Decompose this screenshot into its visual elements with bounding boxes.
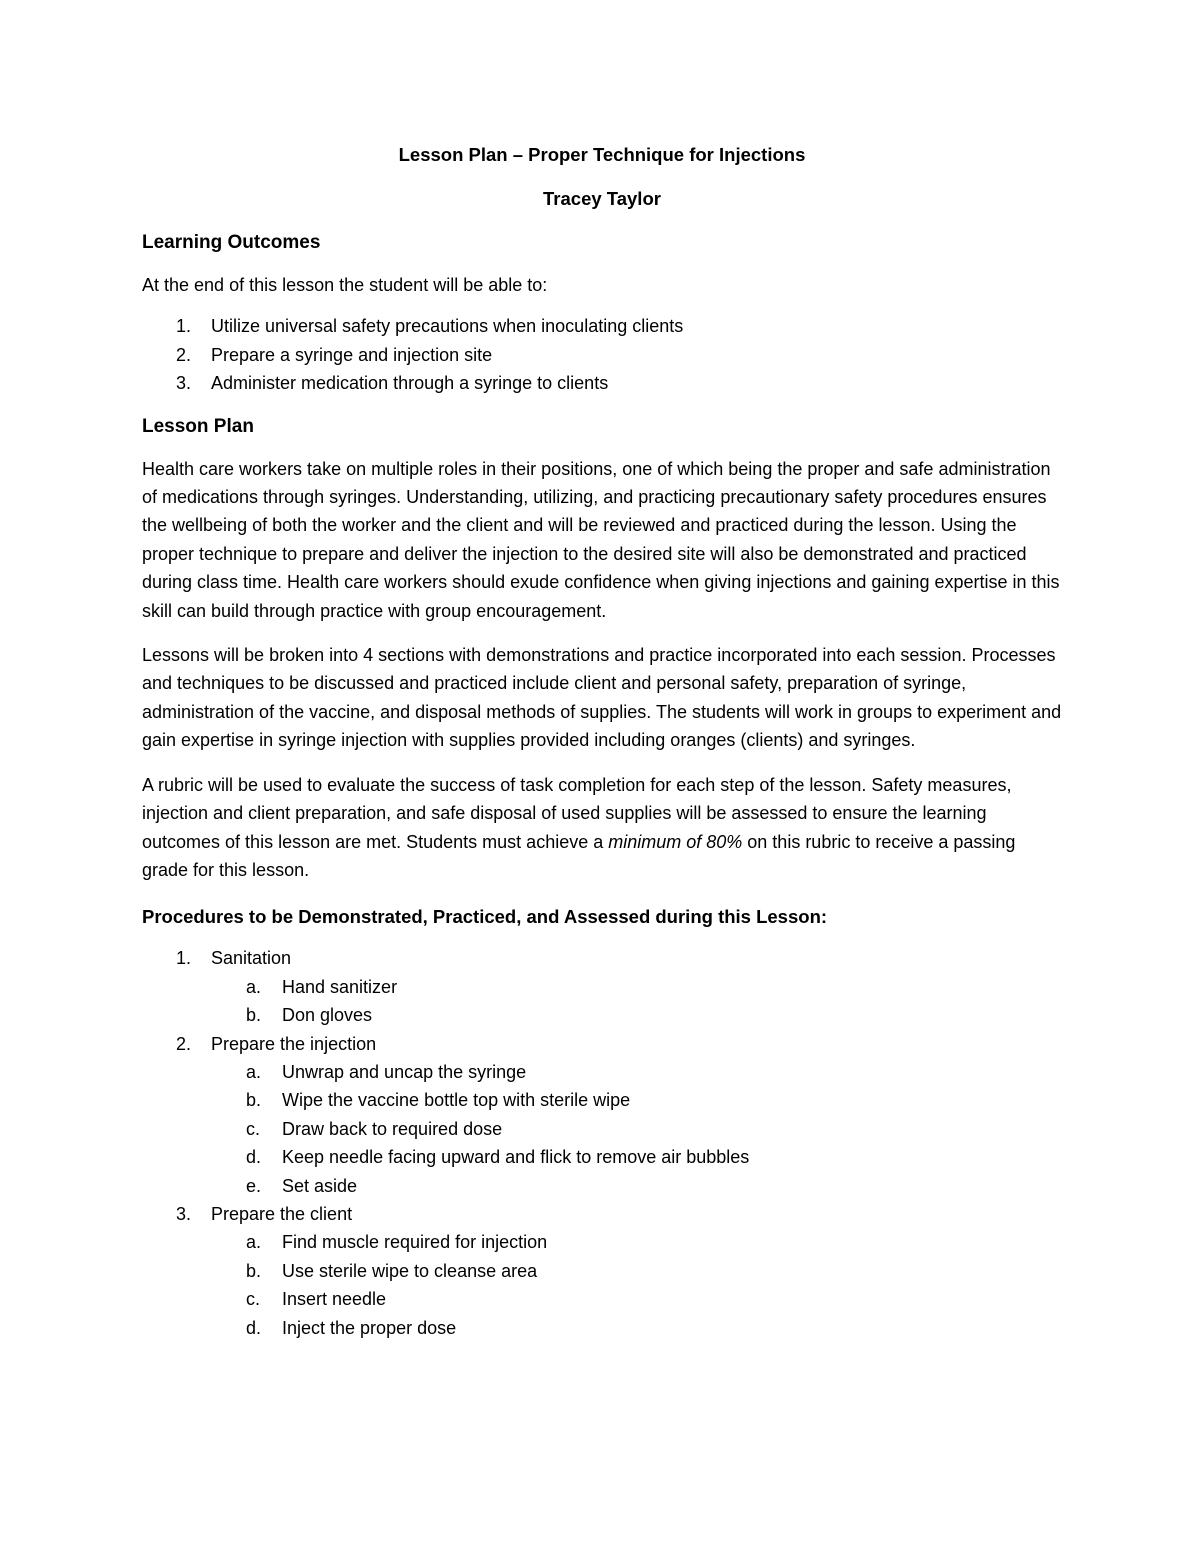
substep-text: Don gloves <box>282 1005 373 1026</box>
substep-item <box>211 973 1062 1001</box>
lesson-plan-paragraph-3 <box>142 771 1062 885</box>
step-label: Prepare the client <box>211 1203 353 1224</box>
step-number: 3. <box>176 1203 192 1224</box>
substep-text: Wipe the vaccine bottle top with sterile wipe <box>282 1090 631 1111</box>
substep-list <box>211 973 1062 1030</box>
procedure-step <box>142 1030 1062 1200</box>
outcome-text: Prepare a syringe and injection site <box>211 344 493 365</box>
learning-outcomes-heading: Learning Outcomes <box>142 232 321 253</box>
substep-text: Draw back to required dose <box>282 1118 503 1139</box>
paragraph-3-end: on this rubric to receive a passing grade for this lesson. <box>142 831 1016 880</box>
substep-letter: a. <box>246 1061 262 1082</box>
substep-list <box>211 1228 1062 1342</box>
document-body <box>142 138 1062 1342</box>
minimum-score-emphasis: minimum of 80% <box>608 831 743 852</box>
outcome-item <box>142 312 1062 340</box>
step-label: Sanitation <box>211 948 292 969</box>
substep-letter: c. <box>246 1289 261 1310</box>
step-number: 1. <box>176 948 192 969</box>
substep-item <box>211 1115 1062 1143</box>
substep-text: Find muscle required for injection <box>282 1232 548 1253</box>
substep-text: Hand sanitizer <box>282 976 398 997</box>
substep-text: Set aside <box>282 1175 358 1196</box>
substep-letter: b. <box>246 1260 262 1281</box>
lesson-plan-heading: Lesson Plan <box>142 415 254 437</box>
substep-letter: c. <box>246 1118 261 1139</box>
substep-item <box>211 1086 1062 1114</box>
learning-outcomes-list <box>142 312 1062 397</box>
substep-item <box>211 1257 1062 1285</box>
substep-item <box>211 1058 1062 1086</box>
substep-item <box>211 1172 1062 1200</box>
substep-letter: a. <box>246 976 262 997</box>
substep-letter: d. <box>246 1317 262 1338</box>
procedure-step <box>142 1200 1062 1342</box>
outcome-number: 2. <box>176 344 192 365</box>
substep-list <box>211 1058 1062 1200</box>
substep-item <box>211 1001 1062 1029</box>
step-label: Prepare the injection <box>211 1033 377 1054</box>
substep-letter: b. <box>246 1090 262 1111</box>
substep-item <box>211 1143 1062 1171</box>
outcome-item <box>142 341 1062 369</box>
substep-text: Keep needle facing upward and flick to remove air bubbles <box>282 1147 750 1168</box>
lesson-plan-paragraph-2: Lessons will be broken into 4 sections with demonstrations and practice incorporated into each session. Processes and techniques to be discussed and practiced include client and personal safety, preparation of syringe, administration of the vaccine, and disposal methods of supplies. The students will work in groups to experiment and gain expertise in syringe injection with supplies provided including oranges (clients) and syringes. <box>142 645 1062 751</box>
outcome-number: 3. <box>176 373 192 394</box>
substep-letter: e. <box>246 1175 262 1196</box>
outcome-text: Utilize universal safety precautions when inoculating clients <box>211 316 684 337</box>
substep-text: Inject the proper dose <box>282 1317 457 1338</box>
document-author: Tracey Taylor <box>543 188 661 209</box>
outcome-item <box>142 369 1062 397</box>
substep-letter: b. <box>246 1005 262 1026</box>
substep-item <box>211 1228 1062 1256</box>
learning-outcomes-intro: At the end of this lesson the student will be able to: <box>142 275 548 295</box>
procedures-list <box>142 944 1062 1342</box>
procedure-step <box>142 944 1062 1029</box>
substep-letter: d. <box>246 1147 262 1168</box>
substep-letter: a. <box>246 1232 262 1253</box>
substep-item <box>211 1314 1062 1342</box>
substep-text: Use sterile wipe to cleanse area <box>282 1260 538 1281</box>
outcome-number: 1. <box>176 316 192 337</box>
outcome-text: Administer medication through a syringe to clients <box>211 373 609 394</box>
substep-text: Unwrap and uncap the syringe <box>282 1061 527 1082</box>
procedures-heading: Procedures to be Demonstrated, Practiced, and Assessed during this Lesson: <box>142 906 828 928</box>
document-title: Lesson Plan – Proper Technique for Injections <box>398 144 806 165</box>
paragraph-3-start: A rubric will be used to evaluate the success of task completion for each step of the lesson. Safety measures, injection and client preparation, and safe disposal of used supplies will be assessed to ensure the learning outcomes of this lesson are met. Students must achieve a <box>142 774 1012 852</box>
lesson-plan-paragraph-1: Health care workers take on multiple roles in their positions, one of which being the proper and safe administration of medications through syringes. Understanding, utilizing, and practicing precautionary safety procedures ensures the wellbeing of both the worker and the client and will be reviewed and practiced during the lesson. Using the proper technique to prepare and deliver the injection to the desired site will also be demonstrated and practiced during class time. Health care workers should exude confidence when giving injections and gaining expertise in this skill can build through practice with group encouragement. <box>142 458 1060 621</box>
substep-text: Insert needle <box>282 1289 387 1310</box>
step-number: 2. <box>176 1033 192 1054</box>
substep-item <box>211 1285 1062 1313</box>
